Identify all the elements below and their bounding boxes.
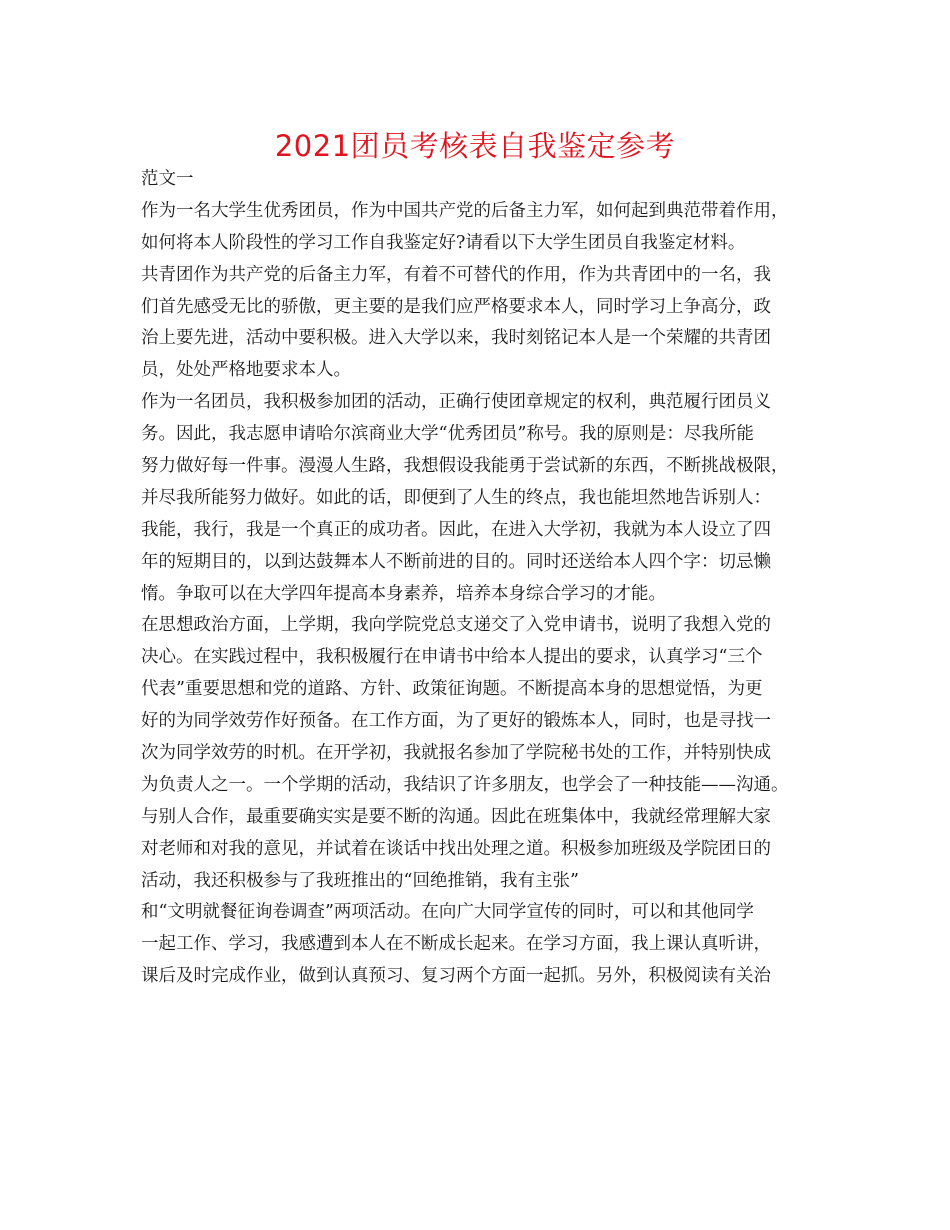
text-line: 并尽我所能努力做好。如此的话，即便到了人生的终点，我也能坦然地告诉别人：: [141, 487, 771, 508]
text-line: 作为一名大学生优秀团员，作为中国共产党的后备主力军，如何起到典范带着作用，: [141, 200, 789, 221]
text-line: 决心。在实践过程中，我积极履行在申请书中给本人提出的要求，认真学习“三个: [141, 647, 763, 668]
text-line: 次为同学效劳的时机。在开学初，我就报名参加了学院秘书处的工作，并特别快成: [141, 743, 771, 764]
text-line: 一起工作、学习，我感遭到本人在不断成长起来。在学习方面，我上课认真听讲，: [141, 934, 771, 955]
text-line: 务。因此，我志愿申请哈尔滨商业大学“优秀团员”称号。我的原则是：尽我所能: [141, 424, 754, 445]
text-line: 对老师和对我的意见，并试着在谈话中找出处理之道。积极参加班级及学院团日的: [141, 838, 771, 859]
text-line: 与别人合作，最重要确实实是要不断的沟通。因此在班集体中，我就经常理解大家: [141, 806, 771, 827]
text-line: 治上要先进，活动中要积极。进入大学以来，我时刻铭记本人是一个荣耀的共青团: [141, 328, 771, 349]
text-line: 和“文明就餐征询卷调查”两项活动。在向广大同学宣传的同时，可以和其他同学: [141, 902, 754, 923]
text-line: 活动，我还积极参与了我班推出的“回绝推销，我有主张”: [141, 870, 579, 891]
document-title: 2021团员考核表自我鉴定参考: [274, 129, 676, 163]
text-line: 在思想政治方面，上学期，我向学院党总支递交了入党申请书，说明了我想入党的: [141, 615, 771, 636]
text-line: 代表”重要思想和党的道路、方针、政策征询题。不断提高本身的思想觉悟，为更: [141, 679, 763, 700]
text-line: 年的短期目的，以到达鼓舞本人不断前进的目的。同时还送给本人四个字：切忌懒: [141, 551, 771, 572]
text-line: 我能，我行，我是一个真正的成功者。因此，在进入大学初，我就为本人设立了四: [141, 519, 771, 540]
text-line: 惰。争取可以在大学四年提高本身素养，培养本身综合学习的才能。: [141, 583, 666, 604]
text-line: 为负责人之一。一个学期的活动，我结识了许多朋友，也学会了一种技能——沟通。: [141, 774, 789, 795]
text-line: 努力做好每一件事。漫漫人生路，我想假设我能勇于尝试新的东西，不断挑战极限，: [141, 456, 789, 477]
text-line: 好的为同学效劳作好预备。在工作方面，为了更好的锻炼本人，同时，也是寻找一: [141, 711, 771, 732]
document-body: [141, 164, 841, 993]
section-heading: 范文一: [141, 169, 194, 189]
text-line: 员，处处严格地要求本人。: [141, 360, 351, 381]
text-line: 作为一名团员，我积极参加团的活动，正确行使团章规定的权利，典范履行团员义: [141, 392, 771, 413]
text-line: 如何将本人阶段性的学习工作自我鉴定好?请看以下大学生团员自我鉴定材料。: [141, 232, 746, 253]
text-line: 课后及时完成作业，做到认真预习、复习两个方面一起抓。另外，积极阅读有关治: [141, 966, 771, 987]
text-line: 共青团作为共产党的后备主力军，有着不可替代的作用，作为共青团中的一名，我: [141, 264, 771, 285]
text-line: 们首先感受无比的骄傲，更主要的是我们应严格要求本人，同时学习上争高分，政: [141, 296, 771, 317]
